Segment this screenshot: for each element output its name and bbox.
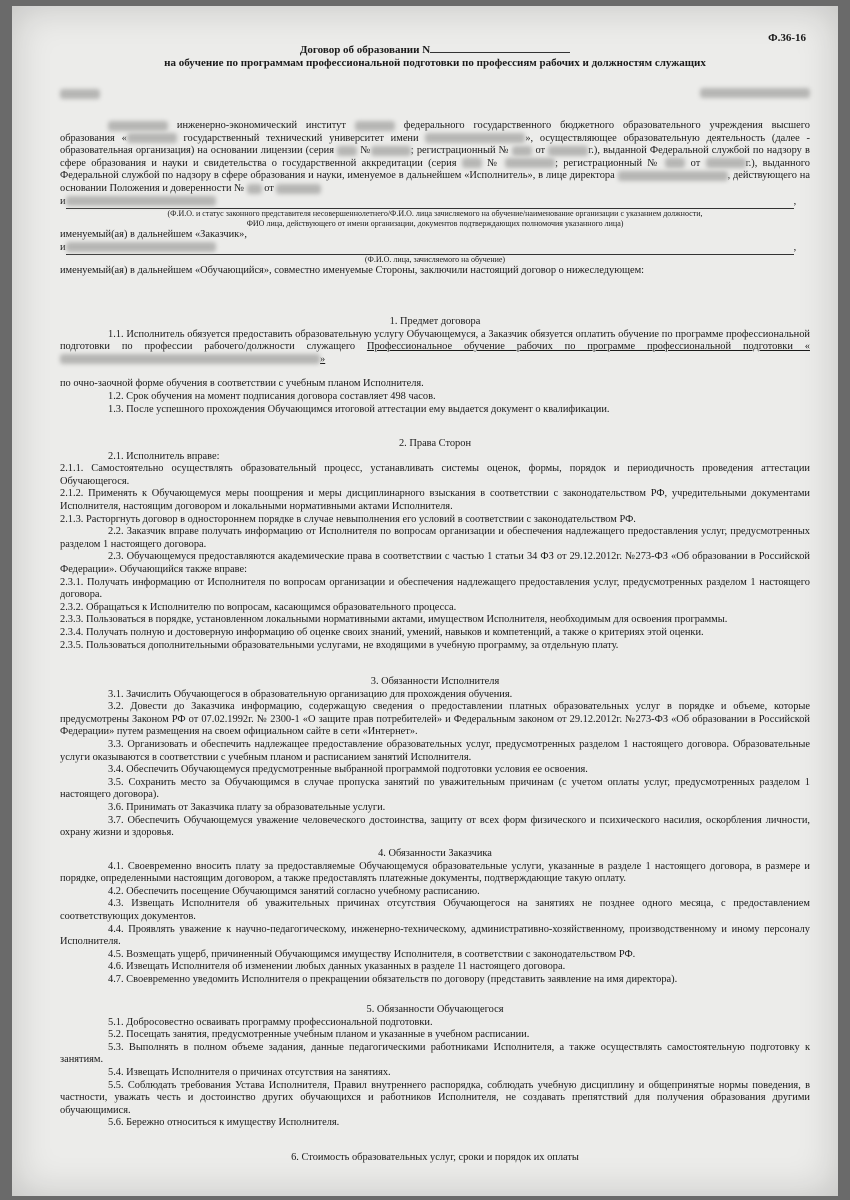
section-4-heading: 4. Обязанности Заказчика bbox=[378, 848, 492, 859]
section-2-heading: 2. Права Сторон bbox=[398, 438, 472, 449]
section-6-heading: 6. Стоимость образовательных услуг, сроки и порядок их оплаты bbox=[291, 1152, 579, 1163]
section-2: 2. Права Сторон 2.1. Исполнитель вправе: 2.1.1. Самостоятельно осуществлять образовательный процесс, устанавливать системы оценок, формы, порядок и периодичность проведения аттестации Обучающегося. 2.1.2. Применять к Обучающемуся меры поощрения и меры дисциплинарного взыскания в соответствии с законодательством РФ, учредительными документами Исполнителя, настоящим договором и локальными нормативными актами Исполнителя. 2.1.3. Расторгнуть договор в одностороннем порядке в случае невыполнения его условий в соответствии с законодательством РФ. 2.2. Заказчик вправе получать информацию от Исполнителя по вопросам организации и обеспечения надлежащего предоставления услуг, предусмотренных разделом 1 настоящего договора. 2.3. Обучающемуся предоставляются академические права в соответствии с частью 1 статьи 34 ФЗ от 29.12.2012г. №273-ФЗ «Об образовании в Российской Федерации». Обучающийся также вправе: 2.3.1. Получать информацию от Исполнителя по вопросам организации и обеспечения надлежащего предоставления услуг, предусмотренных разделом 1 настоящего договора. 2.3.2. Обращаться к Исполнителю по вопросам, касающимся образовательного процесса. 2.3.3. Пользоваться в порядке, установленном локальными нормативными актами, имуществом Исполнителя, необходимым для освоения программы. 2.3.4. Получать полную и достоверную информацию об оценке своих знаний, умений, навыков и компетенций, а также о критериях этой оценки. 2.3.5. Пользоваться дополнительными образовательными услугами, не входящими в учебную программу, за отдельную плату. bbox=[60, 438, 810, 651]
city-date-line bbox=[60, 88, 810, 101]
document-title bbox=[60, 44, 810, 70]
section-4: 4. Обязанности Заказчика 4.1. Своевременно вносить плату за предоставляемые Обучающемуся образовательные услуги, указанные в разделе 1 настоящего договора, в размере и порядке, определенными настоящим договором, а также предоставлять платежные документы, подтверждающие такую оплату. 4.2. Обеспечить посещение Обучающимся занятий согласно учебному расписанию. 4.3. Извещать Исполнителя об уважительных причинах отсутствия Обучающегося на занятиях не позднее одного месяца, с предоставлением соответствующих документов. 4.4. Проявлять уважение к научно-педагогическому, инженерно-техническому, административно-хозяйственному, производственному и иному персоналу Исполнителя. 4.5. Возмещать ущерб, причиненный Обучающимся имуществу Исполнителя, в соответствии с законодательством РФ. 4.6. Извещать Исполнителя об изменении любых данных указанных в разделе 11 настоящего договора. 4.7. Своевременно уведомить Исполнителя о прекращении обязательств по договору (представить заявление на имя директора). bbox=[60, 848, 810, 985]
preamble: инженерно-экономический институт федерального государственного бюджетного образовательного учреждения высшего образования « государственный технический университет имени », осуществляющее образовательную деятельность (далее - образовательная организация) на основании лицензии (серия № ; регистрационный № от г.), выданной Федеральной службой по надзору в сфере образования и науки и свидетельства о государственной аккредитации (серия № ; регистрационный № от г.), выданного Федеральной службой по надзору в сфере образования и науки, именуемое в дальнейшем «Исполнитель», в лице директора , действующего на основании Положения и доверенности № от и , (Ф.И.О. и статус законного представителя несовершеннолетнего/Ф.И.О. лица зачисляемого на обучение/наименование организации с указанием должности, ФИО лица, действующего от имени организации, документов подтверждающих полномочия указанного лица) именуемый(ая) в дальнейшем «Заказчик», и , (Ф.И.О. лица, зачисляемого на обучение) именуемый(ая) в дальнейшем «Обучающийся», совместно именуемые Стороны, заключили настоящий договор о нижеследующем: bbox=[60, 120, 810, 277]
note-representative-2: ФИО лица, действующего от имени организации, документов подтверждающих полномочия указанного лица) bbox=[246, 219, 624, 229]
customer-line: именуемый(ая) в дальнейшем «Заказчик», bbox=[60, 229, 247, 241]
section-1-heading: 1. Предмет договора bbox=[389, 316, 481, 327]
note-representative-1: (Ф.И.О. и статус законного представителя несовершеннолетнего/Ф.И.О. лица зачисляемого на обучение/наименование организации с указанием должности, bbox=[167, 209, 703, 219]
title-line1: Договор об образовании N bbox=[299, 44, 431, 56]
note-learner: (Ф.И.О. лица, зачисляемого на обучение) bbox=[364, 255, 506, 265]
section-5: 5. Обязанности Обучающегося 5.1. Добросовестно осваивать программу профессиональной подготовки. 5.2. Посещать занятия, предусмотренные учебным планом и указанные в учебном расписании. 5.3. Выполнять в полном объеме задания, данные педагогическими работниками Исполнителя, а также осуществлять самостоятельную подготовку к занятиям. 5.4. Извещать Исполнителя о причинах отсутствия на занятиях. 5.5. Соблюдать требования Устава Исполнителя, Правил внутреннего распорядка, соблюдать учебную дисциплину и общепринятые нормы поведения, в частности, уважать честь и достоинство других обучающихся и работников Исполнителя, не создавать препятствий для получения образования другими обучающимися. 5.6. Бережно относиться к имуществу Исполнителя. bbox=[60, 1004, 810, 1129]
title-line2: на обучение по программам профессиональной подготовки по профессиям рабочих и должностям служащих bbox=[164, 57, 706, 69]
document-page bbox=[12, 6, 838, 1196]
contract-number-field bbox=[430, 52, 570, 53]
section-5-heading: 5. Обязанности Обучающегося bbox=[366, 1004, 504, 1015]
section-1: 1. Предмет договора 1.1. Исполнитель обязуется предоставить образовательную услугу Обучающемуся, а Заказчик обязуется оплатить обучение по программе профессиональной подготовки по профессии рабочего/должности служащего Профессиональное обучение рабочих по программе профессиональной подготовки «» по очно-заочной форме обучения в соответствии с учебным планом Исполнителя. 1.2. Срок обучения на момент подписания договора составляет 498 часов. 1.3. После успешного прохождения Обучающимся итоговой аттестации ему выдается документ о квалификации. bbox=[60, 316, 810, 415]
section-3: 3. Обязанности Исполнителя 3.1. Зачислить Обучающегося в образовательную организацию для прохождения обучения. 3.2. Довести до Заказчика информацию, содержащую сведения о предоставлении платных образовательных услуг в порядке и объеме, которые предусмотрены Законом РФ от 07.02.1992г. № 2300-1 «О защите прав потребителей» и Федеральным законом от 29.12.2012г. №273-ФЗ «Об образовании в Российской Федерации» путем размещения на своем официальном сайте в сети «Интернет». 3.3. Организовать и обеспечить надлежащее предоставление образовательных услуг, предусмотренных разделом 1 настоящего договора. Образовательные услуги оказываются в соответствии с учебным планом и расписанием занятий Исполнителя. 3.4. Обеспечить Обучающемуся предусмотренные выбранной программой подготовки условия ее освоения. 3.5. Сохранить место за Обучающимся в случае пропуска занятий по уважительным причинам (с учетом оплаты услуг, предусмотренных разделом 1 настоящего договора). 3.6. Принимать от Заказчика плату за образовательные услуги. 3.7. Обеспечить Обучающемуся уважение человеческого достоинства, защиту от всех форм физического и психического насилия, оскорбления личности, охрану жизни и здоровья. bbox=[60, 676, 810, 839]
section-3-heading: 3. Обязанности Исполнителя bbox=[370, 676, 500, 687]
learner-line: именуемый(ая) в дальнейшем «Обучающийся», совместно именуемые Стороны, заключили настоящий договор о нижеследующем: bbox=[60, 265, 645, 277]
section-6 bbox=[60, 1152, 810, 1165]
form-code: Ф.36-16 bbox=[768, 32, 806, 44]
